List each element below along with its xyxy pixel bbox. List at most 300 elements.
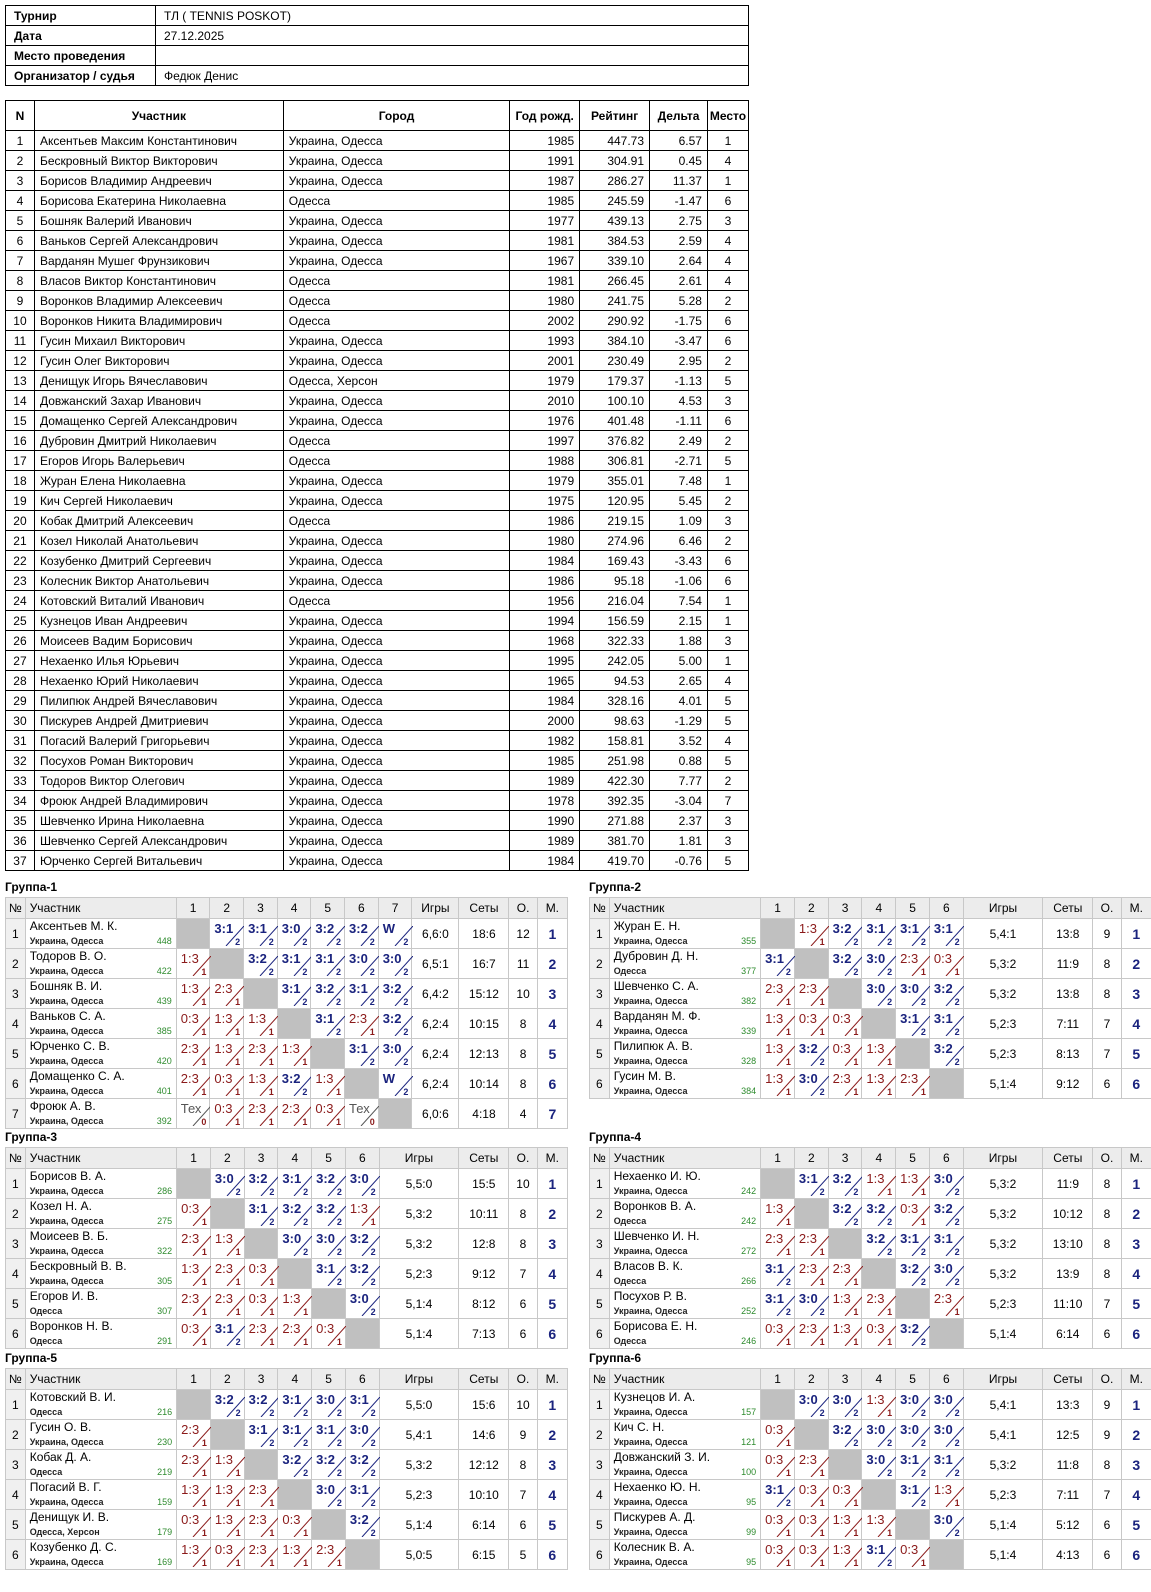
player-place: 5 — [1121, 1289, 1151, 1319]
match-score: 0:3 — [214, 1071, 233, 1086]
match-result-cell — [177, 1319, 211, 1349]
player-name: Пилипюк А. В. — [613, 1039, 693, 1053]
participant-place: 3 — [707, 811, 748, 831]
participant-delta: 0.45 — [650, 151, 708, 171]
player-name: Бескровный В. В. — [29, 1259, 127, 1273]
player-name: Денищук И. В. — [29, 1510, 110, 1524]
player-points: 4 — [509, 1099, 537, 1129]
participant-number: 28 — [6, 671, 35, 691]
player-city: Украина, Одесса — [613, 1246, 688, 1256]
player-sets: 12:12 — [459, 1450, 509, 1480]
participant-rating: 286.27 — [580, 171, 650, 191]
player-games: 6,6:0 — [412, 919, 459, 949]
match-points: 1 — [887, 1528, 893, 1538]
player-place: 5 — [1121, 1510, 1151, 1540]
match-result-cell — [210, 1229, 244, 1259]
player-cell — [609, 1319, 760, 1349]
match-result-cell — [244, 919, 278, 949]
player-sets: 18:6 — [459, 919, 509, 949]
player-rating: 275 — [157, 1216, 173, 1226]
player-name: Воронков Н. В. — [29, 1319, 113, 1333]
match-score: 3:1 — [349, 1392, 369, 1407]
participant-city: Украина, Одесса — [283, 491, 510, 511]
match-score: 2:3 — [248, 1041, 267, 1056]
player-games: 5,1:4 — [963, 1540, 1043, 1570]
player-points: 8 — [509, 1039, 537, 1069]
group-col-opponent: 6 — [345, 1369, 379, 1390]
player-index: 5 — [590, 1039, 610, 1069]
player-index: 2 — [590, 1420, 610, 1450]
match-score: 2:3 — [282, 1321, 301, 1336]
match-score: 2:3 — [214, 1261, 233, 1276]
participant-birth-year: 1979 — [510, 471, 580, 491]
match-result-cell — [311, 1009, 345, 1039]
player-place: 3 — [1121, 979, 1151, 1009]
match-result-cell — [761, 1289, 795, 1319]
player-points: 7 — [509, 1259, 537, 1289]
group-table — [5, 897, 568, 1129]
participant-delta: 6.57 — [650, 131, 708, 151]
self-match-cell — [761, 1390, 795, 1420]
match-points: 2 — [370, 1277, 376, 1287]
player-city: Украина, Одесса — [29, 1437, 104, 1447]
match-score: 0:3 — [866, 1321, 885, 1336]
player-rating: 252 — [741, 1306, 757, 1316]
participant-rating: 216.04 — [580, 591, 650, 611]
match-points: 1 — [268, 1027, 274, 1037]
table-row — [6, 1480, 568, 1510]
match-score: 3:0 — [933, 1422, 953, 1437]
participant-rating: 339.10 — [580, 251, 650, 271]
group-col-opponent: 1 — [177, 1148, 211, 1169]
participant-number: 15 — [6, 411, 35, 431]
player-rating: 169 — [157, 1557, 173, 1567]
match-points: 2 — [302, 937, 308, 947]
group-col-no: № — [6, 1148, 26, 1169]
participant-city: Украина, Одесса — [283, 611, 510, 631]
participant-delta: 7.54 — [650, 591, 708, 611]
table-row — [6, 451, 749, 471]
info-row — [6, 66, 749, 86]
participant-place: 4 — [707, 731, 748, 751]
match-score: 1:3 — [180, 951, 199, 966]
participant-city: Украина, Одесса — [283, 331, 510, 351]
match-score: 3:1 — [900, 921, 919, 936]
match-points: 1 — [819, 937, 825, 947]
player-index: 6 — [6, 1540, 26, 1570]
self-match-cell — [244, 1229, 278, 1259]
match-points: 1 — [235, 1087, 241, 1097]
participant-rating: 219.15 — [580, 511, 650, 531]
player-games: 5,1:4 — [379, 1289, 459, 1319]
player-points: 6 — [509, 1319, 537, 1349]
participant-delta: -1.11 — [650, 411, 708, 431]
participant-delta: 5.28 — [650, 291, 708, 311]
match-result-cell — [896, 1169, 930, 1199]
player-place: 2 — [1121, 1199, 1151, 1229]
participant-number: 36 — [6, 831, 35, 851]
participant-delta: 4.01 — [650, 691, 708, 711]
match-points: 2 — [785, 967, 791, 977]
group-col-place: М. — [537, 1148, 567, 1169]
player-place: 6 — [537, 1319, 567, 1349]
participant-city: Украина, Одесса — [283, 711, 510, 731]
match-result-cell — [244, 1069, 278, 1099]
match-points: 1 — [887, 1337, 893, 1347]
match-score: 3:1 — [315, 951, 335, 966]
participant-city: Украина, Одесса — [283, 851, 510, 871]
group-block — [589, 1129, 1151, 1349]
match-points: 1 — [819, 1247, 825, 1257]
player-city: Украина, Одесса — [29, 1497, 104, 1507]
participants-column-header: Участник — [34, 101, 283, 131]
match-result-cell — [862, 949, 896, 979]
player-games: 5,2:3 — [963, 1289, 1043, 1319]
player-points: 8 — [1093, 979, 1121, 1009]
match-points: 2 — [920, 1027, 926, 1037]
match-score: 0:3 — [765, 1452, 784, 1467]
match-points: 0 — [369, 1117, 375, 1127]
participant-rating: 179.37 — [580, 371, 650, 391]
participant-city: Одесса — [283, 311, 510, 331]
match-points: 2 — [954, 1187, 960, 1197]
group-title: Группа-6 — [589, 1351, 642, 1365]
participant-number: 27 — [6, 651, 35, 671]
player-rating: 100 — [741, 1467, 757, 1477]
match-score: 3:1 — [765, 1482, 784, 1497]
match-result-cell — [929, 1199, 963, 1229]
match-score: 3:1 — [900, 1452, 919, 1467]
participant-birth-year: 1984 — [510, 851, 580, 871]
participants-header-row — [6, 101, 749, 131]
player-sets: 15:5 — [459, 1169, 509, 1199]
match-result-cell — [862, 979, 896, 1009]
player-rating: 179 — [157, 1527, 173, 1537]
table-row — [6, 751, 749, 771]
match-points: 2 — [302, 997, 308, 1007]
player-points: 7 — [1093, 1009, 1121, 1039]
table-row — [6, 731, 749, 751]
participant-rating: 95.18 — [580, 571, 650, 591]
participant-number: 21 — [6, 531, 35, 551]
player-city: Украина, Одесса — [613, 1527, 688, 1537]
group-col-opponent: 6 — [345, 1148, 379, 1169]
match-points: 1 — [201, 997, 207, 1007]
player-points: 7 — [1093, 1480, 1121, 1510]
participant-place: 6 — [707, 311, 748, 331]
match-result-cell — [244, 1480, 278, 1510]
player-index: 4 — [590, 1480, 610, 1510]
table-row — [590, 1319, 1151, 1349]
participant-place: 2 — [707, 351, 748, 371]
match-score: 0:3 — [248, 1291, 267, 1306]
table-row — [590, 1510, 1151, 1540]
participant-rating: 381.70 — [580, 831, 650, 851]
match-score: 3:2 — [248, 1392, 268, 1407]
match-result-cell — [761, 1009, 795, 1039]
participant-place: 5 — [707, 371, 748, 391]
match-score: 2:3 — [832, 1071, 851, 1086]
match-points: 2 — [954, 1468, 960, 1478]
match-result-cell — [311, 1099, 345, 1129]
match-score: 2:3 — [798, 1452, 817, 1467]
match-score: 3:2 — [248, 1171, 268, 1186]
participant-birth-year: 1980 — [510, 531, 580, 551]
player-sets: 15:6 — [459, 1390, 509, 1420]
participants-column-header: Дельта — [650, 101, 708, 131]
participant-place: 4 — [707, 231, 748, 251]
participant-name: Ваньков Сергей Александрович — [34, 231, 283, 251]
match-points: 2 — [920, 1468, 926, 1478]
self-match-cell — [828, 1450, 862, 1480]
table-row — [590, 1169, 1151, 1199]
group-col-opponent: 6 — [929, 898, 963, 919]
player-points: 11 — [509, 949, 537, 979]
match-result-cell — [794, 1039, 828, 1069]
player-index: 2 — [590, 949, 610, 979]
group-col-games: Игры — [963, 898, 1043, 919]
player-name: Гусин М. В. — [613, 1069, 676, 1083]
match-score: 3:0 — [316, 1482, 335, 1497]
table-row — [6, 591, 749, 611]
match-score: 3:2 — [281, 1071, 301, 1086]
match-points: 1 — [201, 1528, 207, 1538]
player-points: 7 — [1093, 1289, 1121, 1319]
match-result-cell — [794, 1169, 828, 1199]
player-cell — [609, 1009, 760, 1039]
match-score: 0:3 — [832, 1482, 851, 1497]
match-points: 2 — [235, 1187, 241, 1197]
player-index: 1 — [590, 1390, 610, 1420]
player-points: 10 — [509, 1390, 537, 1420]
match-result-cell — [794, 1319, 828, 1349]
player-points: 8 — [509, 1229, 537, 1259]
participant-name: Юрченко Сергей Витальевич — [34, 851, 283, 871]
table-row — [6, 571, 749, 591]
player-index: 3 — [6, 1229, 26, 1259]
match-result-cell — [761, 1199, 795, 1229]
match-result-cell — [177, 1420, 211, 1450]
player-place: 3 — [537, 1229, 567, 1259]
player-points: 7 — [1093, 1039, 1121, 1069]
player-points: 10 — [509, 1169, 537, 1199]
player-index: 3 — [6, 1450, 26, 1480]
match-score: 1:3 — [832, 1512, 851, 1527]
player-sets: 10:12 — [1043, 1199, 1093, 1229]
player-cell — [25, 1199, 176, 1229]
group-col-opponent: 5 — [311, 898, 345, 919]
match-points: 2 — [336, 1277, 342, 1287]
match-score: 3:0 — [798, 1392, 818, 1407]
match-score: 3:0 — [382, 1041, 402, 1056]
group-col-opponent: 1 — [761, 898, 795, 919]
match-points: 2 — [954, 1027, 960, 1037]
match-score: 2:3 — [248, 1482, 267, 1497]
group-col-points: О. — [509, 898, 537, 919]
match-score: 3:2 — [282, 1452, 302, 1467]
player-cell — [609, 1390, 760, 1420]
match-score: 3:2 — [900, 1321, 919, 1336]
participant-number: 24 — [6, 591, 35, 611]
player-rating: 95 — [746, 1557, 757, 1567]
group-col-points: О. — [509, 1369, 537, 1390]
participant-delta: 2.95 — [650, 351, 708, 371]
match-result-cell — [244, 1510, 278, 1540]
participants-column-header: Рейтинг — [580, 101, 650, 131]
match-result-cell — [244, 1420, 278, 1450]
match-points: 1 — [853, 1337, 859, 1347]
player-games: 5,1:4 — [379, 1510, 459, 1540]
match-score: 1:3 — [765, 1011, 784, 1026]
player-games: 5,1:4 — [963, 1069, 1043, 1099]
match-points: 1 — [269, 1277, 275, 1287]
player-points: 9 — [1093, 1390, 1121, 1420]
match-score: 3:1 — [281, 951, 301, 966]
participant-place: 6 — [707, 191, 748, 211]
table-row — [6, 1069, 568, 1099]
participant-place: 2 — [707, 431, 748, 451]
table-row — [6, 791, 749, 811]
group-col-opponent: 5 — [896, 1148, 930, 1169]
group-col-place: М. — [1121, 1148, 1151, 1169]
info-row — [6, 6, 749, 26]
match-result-cell — [312, 1390, 346, 1420]
participant-rating: 419.70 — [580, 851, 650, 871]
participant-delta: -1.06 — [650, 571, 708, 591]
player-place: 1 — [1121, 919, 1151, 949]
participant-number: 7 — [6, 251, 35, 271]
match-score: 3:1 — [798, 1171, 818, 1186]
match-result-cell — [794, 1450, 828, 1480]
group-col-sets: Сеты — [459, 1148, 509, 1169]
player-rating: 230 — [157, 1437, 173, 1447]
player-index: 4 — [6, 1259, 26, 1289]
player-cell — [609, 1199, 760, 1229]
participant-birth-year: 1991 — [510, 151, 580, 171]
player-cell — [25, 1009, 176, 1039]
table-row — [6, 311, 749, 331]
participant-delta: 0.88 — [650, 751, 708, 771]
match-result-cell — [378, 1009, 412, 1039]
match-result-cell — [828, 1510, 862, 1540]
match-result-cell — [828, 1259, 862, 1289]
participant-place: 1 — [707, 131, 748, 151]
match-score: 3:1 — [765, 951, 784, 966]
match-result-cell — [210, 1009, 244, 1039]
match-points: 2 — [269, 1408, 275, 1418]
participant-rating: 271.88 — [580, 811, 650, 831]
self-match-cell — [345, 1069, 379, 1099]
match-score: 3:2 — [832, 921, 852, 936]
match-score: 2:3 — [248, 1512, 267, 1527]
player-index: 5 — [590, 1510, 610, 1540]
player-name: Посухов Р. В. — [613, 1289, 688, 1303]
group-col-player: Участник — [25, 1369, 176, 1390]
participant-number: 20 — [6, 511, 35, 531]
match-result-cell — [828, 1289, 862, 1319]
match-points: 2 — [370, 1187, 376, 1197]
match-result-cell — [345, 1480, 379, 1510]
player-index: 3 — [590, 1450, 610, 1480]
group-col-opponent: 1 — [761, 1369, 795, 1390]
match-points: 2 — [954, 937, 960, 947]
match-score: 0:3 — [181, 1201, 200, 1216]
match-points: 2 — [853, 1187, 859, 1197]
match-points: 2 — [403, 937, 409, 947]
participant-rating: 447.73 — [580, 131, 650, 151]
player-name: Воронков В. А. — [613, 1199, 697, 1213]
player-points: 9 — [1093, 1420, 1121, 1450]
group-col-points: О. — [1093, 898, 1121, 919]
match-result-cell — [210, 1259, 244, 1289]
player-sets: 8:13 — [1043, 1039, 1093, 1069]
player-place: 2 — [537, 1199, 567, 1229]
player-rating: 422 — [156, 966, 172, 976]
match-points: 2 — [403, 1057, 409, 1067]
table-row — [590, 1199, 1151, 1229]
match-score: 2:3 — [248, 1101, 267, 1116]
participant-delta: 2.15 — [650, 611, 708, 631]
player-name: Фроюк А. В. — [29, 1099, 96, 1113]
group-col-opponent: 2 — [794, 898, 828, 919]
group-header-row — [6, 1369, 568, 1390]
player-sets: 5:12 — [1043, 1510, 1093, 1540]
match-points: 2 — [369, 1057, 375, 1067]
match-points: 1 — [336, 1337, 342, 1347]
match-points: 1 — [853, 1277, 859, 1287]
match-score: 3:0 — [933, 1261, 953, 1276]
match-points: 2 — [269, 1217, 275, 1227]
match-score: 3:2 — [933, 1201, 953, 1216]
group-col-opponent: 5 — [896, 898, 930, 919]
self-match-cell — [278, 1259, 312, 1289]
match-points: 2 — [268, 967, 274, 977]
table-row — [6, 1510, 568, 1540]
player-name: Егоров И. В. — [29, 1289, 99, 1303]
table-row — [6, 1390, 568, 1420]
player-index: 5 — [590, 1289, 610, 1319]
match-result-cell — [794, 1390, 828, 1420]
player-rating: 377 — [741, 966, 757, 976]
match-score: 3:1 — [866, 921, 886, 936]
player-rating: 242 — [741, 1186, 757, 1196]
participant-name: Нехаенко Юрий Николаевич — [34, 671, 283, 691]
player-city: Украина, Одесса — [613, 1026, 688, 1036]
match-score: 1:3 — [180, 981, 199, 996]
match-score: 3:1 — [214, 1321, 234, 1336]
participant-number: 4 — [6, 191, 35, 211]
match-points: 2 — [336, 967, 342, 977]
participant-birth-year: 1985 — [510, 131, 580, 151]
player-name: Колесник В. А. — [613, 1540, 695, 1554]
participant-birth-year: 1994 — [510, 611, 580, 631]
match-result-cell — [761, 1480, 795, 1510]
player-sets: 13:8 — [1043, 919, 1093, 949]
participant-delta: 2.49 — [650, 431, 708, 451]
match-score: 3:0 — [281, 921, 301, 936]
match-result-cell — [761, 1540, 795, 1570]
match-score: 1:3 — [248, 1011, 267, 1026]
match-result-cell — [311, 949, 345, 979]
player-city: Одесса — [613, 966, 647, 976]
player-index: 1 — [6, 919, 26, 949]
player-sets: 12:13 — [459, 1039, 509, 1069]
player-city: Украина, Одесса — [613, 1407, 688, 1417]
table-row — [6, 431, 749, 451]
match-score: 3:2 — [832, 951, 852, 966]
match-result-cell — [761, 979, 795, 1009]
player-name: Ваньков С. А. — [29, 1009, 106, 1023]
